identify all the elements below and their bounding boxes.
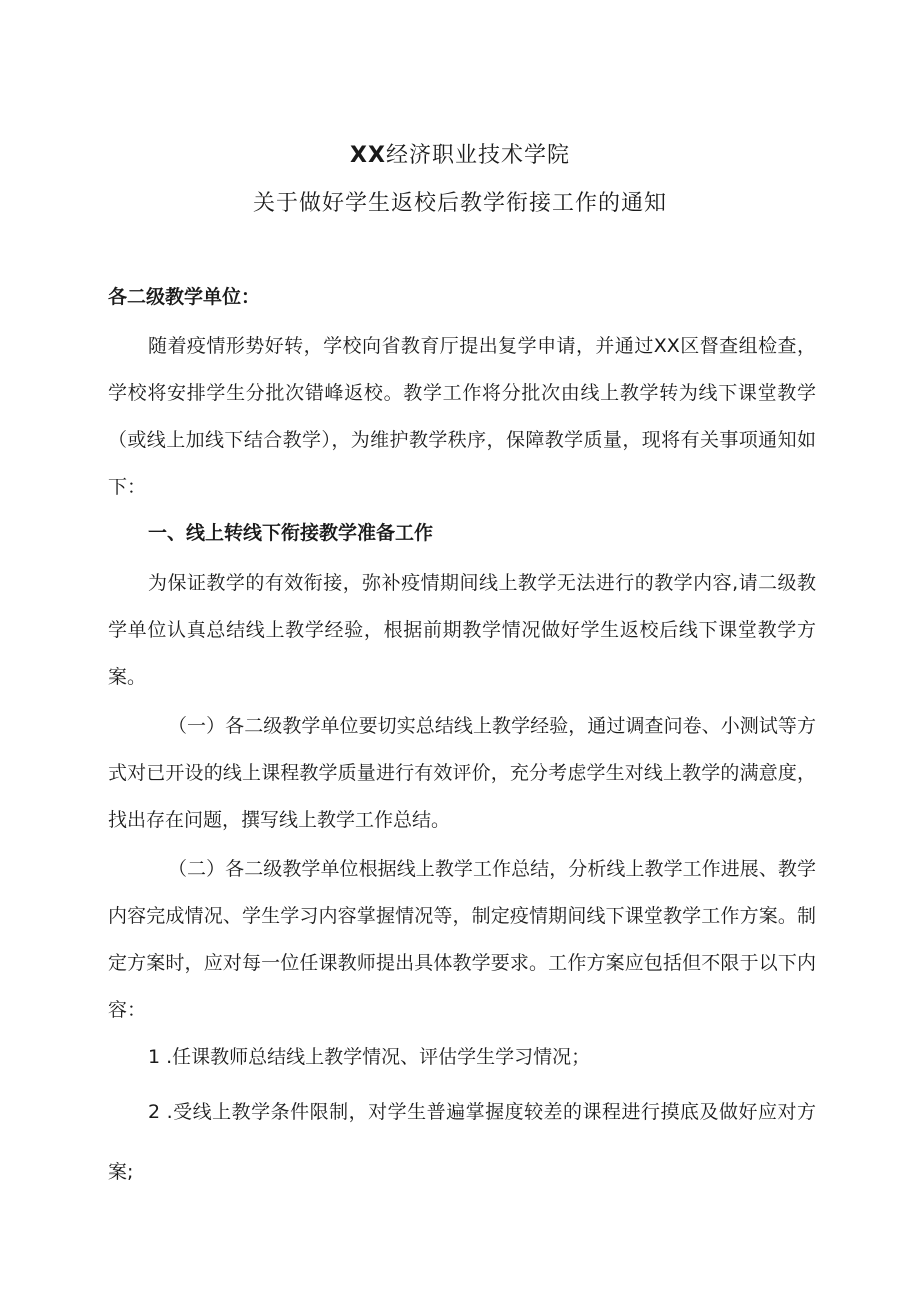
- list-item-1: 1 .任课教师总结线上教学情况、评估学生学习情况；: [148, 1046, 591, 1068]
- paragraph-subsection-1: （一）各二级教学单位要切实总结线上教学经验，通过调查问卷、小测试等方式对已开设的线上课程教学质量进行有效评价，充分考虑学生对线上教学的满意度，找出存在问题，撰写线上教学工作总结。: [108, 715, 816, 831]
- paragraph-section1-intro: 为保证教学的有效衔接，弥补疫情期间线上教学无法进行的教学内容,请二级教学单位认真总结线上教学经验，根据前期教学情况做好学生返校后线下课堂教学方案。: [108, 572, 816, 688]
- title-prefix: XX: [350, 143, 386, 168]
- salutation: 各二级教学单位：: [108, 286, 261, 308]
- document-title-line1: [0, 138, 920, 169]
- document-title-line2: 关于做好学生返校后教学衔接工作的通知: [252, 191, 667, 216]
- title-school-name: 经济职业技术学院: [385, 143, 570, 168]
- paragraph-intro: 随着疫情形势好转，学校向省教育厅提出复学申请，并通过XX区督查组检查，学校将安排学生分批次错峰返校。教学工作将分批次由线上教学转为线下课堂教学（或线上加线下结合教学），为维护教学秩序，保障教学质量，现将有关事项通知如下：: [108, 335, 816, 498]
- paragraph-subsection-2: （二）各二级教学单位根据线上教学工作总结，分析线上教学工作进展、教学内容完成情况、学生学习内容掌握情况等，制定疫情期间线下课堂教学工作方案。制定方案时，应对每一位任课教师提出具体教学要求。工作方案应包括但不限于以下内容：: [108, 858, 816, 1021]
- list-item-2: 2 .受线上教学条件限制，对学生普遍掌握度较差的课程进行摸底及做好应对方案;: [108, 1101, 816, 1183]
- section-heading-1: 一、线上转线下衔接教学准备工作: [148, 522, 434, 544]
